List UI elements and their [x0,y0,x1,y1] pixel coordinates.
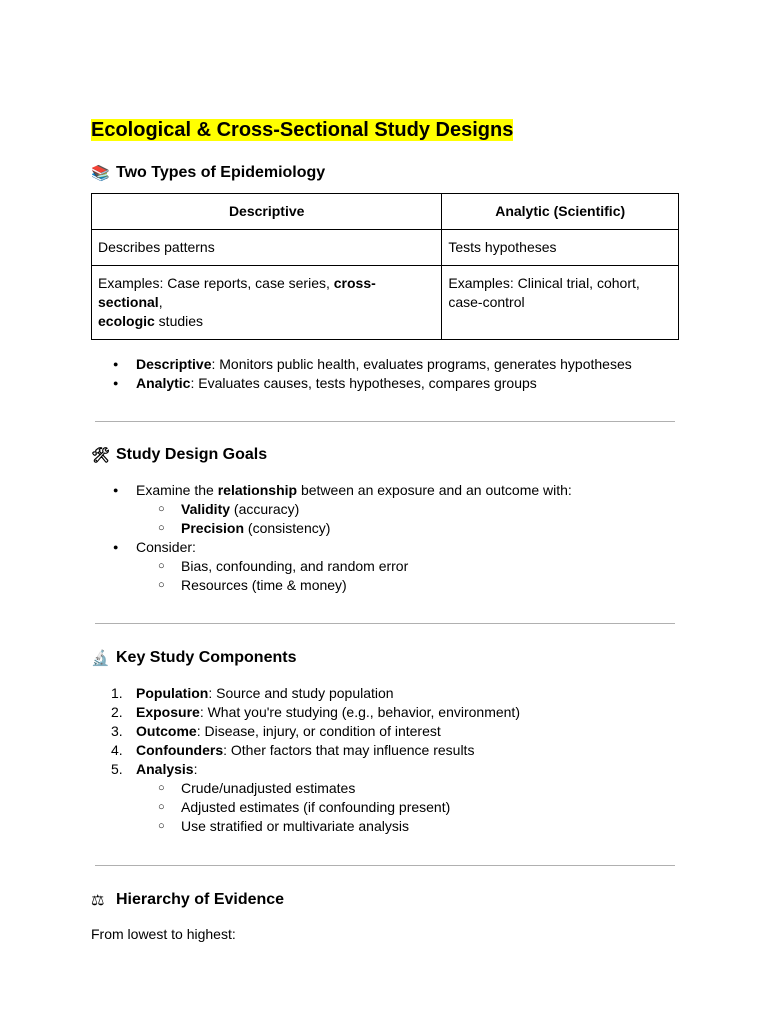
list-item-number: 4. [111,742,123,758]
list-item [91,538,679,595]
list-item-text: : [193,761,198,777]
list-item-term: Descriptive [136,356,212,372]
table-header-row [92,194,679,230]
list-item [91,703,679,722]
goals-sub-list [136,500,679,538]
list-item [91,684,679,703]
table-cell: Examples: Clinical trial, cohort, case-control [442,266,679,340]
sub-list-item: ○ Crude/unadjusted estimates [136,779,679,798]
cell-text: , [158,294,163,310]
epidemiology-types-table [91,193,679,340]
table-row [92,230,679,266]
tools-icon: 🛠 [91,446,111,464]
sub-list-item-text: (accuracy) [230,501,300,517]
books-icon: 📚 [91,164,110,182]
cell-text: studies [154,313,204,329]
list-item-number: 2. [111,704,123,720]
list-item-number: 1. [111,685,123,701]
sub-list-item [136,519,679,538]
list-item [91,760,679,836]
list-item-term: Analysis [136,761,194,777]
list-item-text: : Evaluates causes, tests hypotheses, compares groups [190,375,537,391]
list-item-text: : Monitors public health, evaluates programs, generates hypotheses [211,356,632,372]
sub-list-item: ○ Use stratified or multivariate analysis [136,817,679,836]
list-item-text: : Source and study population [208,685,394,701]
list-item-term: Population [136,685,209,701]
section-heading-hierarchy [91,889,679,911]
table-header-analytic: Analytic (Scientific) [442,194,679,230]
list-item [91,374,679,393]
sub-list-item-term: Precision [181,520,245,536]
list-item [91,722,679,741]
sub-list-item: ○ Resources (time & money) [136,576,679,595]
list-item [91,355,679,374]
sub-list-item: ○ Adjusted estimates (if confounding present) [136,798,679,817]
analysis-sub-list [136,779,679,836]
microscope-icon: 🔬 [91,649,110,667]
document-title-text: Ecological & Cross-Sectional Study Designs [91,119,514,141]
components-numbered-list [91,684,679,836]
list-item-term: Exposure [136,704,200,720]
section-heading-goals [91,444,679,466]
document-title [91,117,679,143]
section-heading-types-text: Two Types of Epidemiology [116,164,326,181]
cell-text: Examples: Case reports, case series, [98,275,334,291]
goals-bullet-list [91,481,679,595]
hierarchy-intro: From lowest to highest: [91,926,236,942]
section-heading-hierarchy-text: Hierarchy of Evidence [116,891,285,908]
table-cell [92,266,442,340]
table-header-descriptive: Descriptive [92,194,442,230]
section-heading-components [91,647,679,669]
list-item-text: Examine the [136,482,218,498]
table-row [92,266,679,340]
list-item-term: Outcome [136,723,197,739]
list-item [91,741,679,760]
sub-list-item-text: (consistency) [244,520,331,536]
list-item-text: : Disease, injury, or condition of interest [196,723,441,739]
list-item-text: : What you're studying (e.g., behavior, environment) [199,704,520,720]
list-item-term: Analytic [136,375,191,391]
cell-bold-text: cross-sectional [98,275,376,310]
list-item-number: 5. [111,761,123,777]
consider-sub-list [136,557,679,595]
sub-list-item-term: Validity [181,501,231,517]
list-item [91,481,679,538]
document-page [91,117,679,944]
list-item-term: relationship [217,482,298,498]
sub-list-item [136,500,679,519]
list-item-text: : Other factors that may influence results [223,742,475,758]
sub-list-item: ○ Bias, confounding, and random error [136,557,679,576]
section-heading-components-text: Key Study Components [116,649,297,666]
list-item-number: 3. [111,723,123,739]
table-cell: Tests hypotheses [442,230,679,266]
cell-bold-text: ecologic [98,313,155,329]
types-bullet-list [91,355,679,393]
list-item-term: Confounders [136,742,224,758]
section-heading-goals-text: Study Design Goals [116,446,268,463]
balance-scale-icon: ⚖ [91,891,105,909]
section-heading-types [91,162,679,184]
list-item-text: Consider: [136,539,196,555]
list-item-text: between an exposure and an outcome with: [297,482,572,498]
table-cell: Describes patterns [92,230,442,266]
